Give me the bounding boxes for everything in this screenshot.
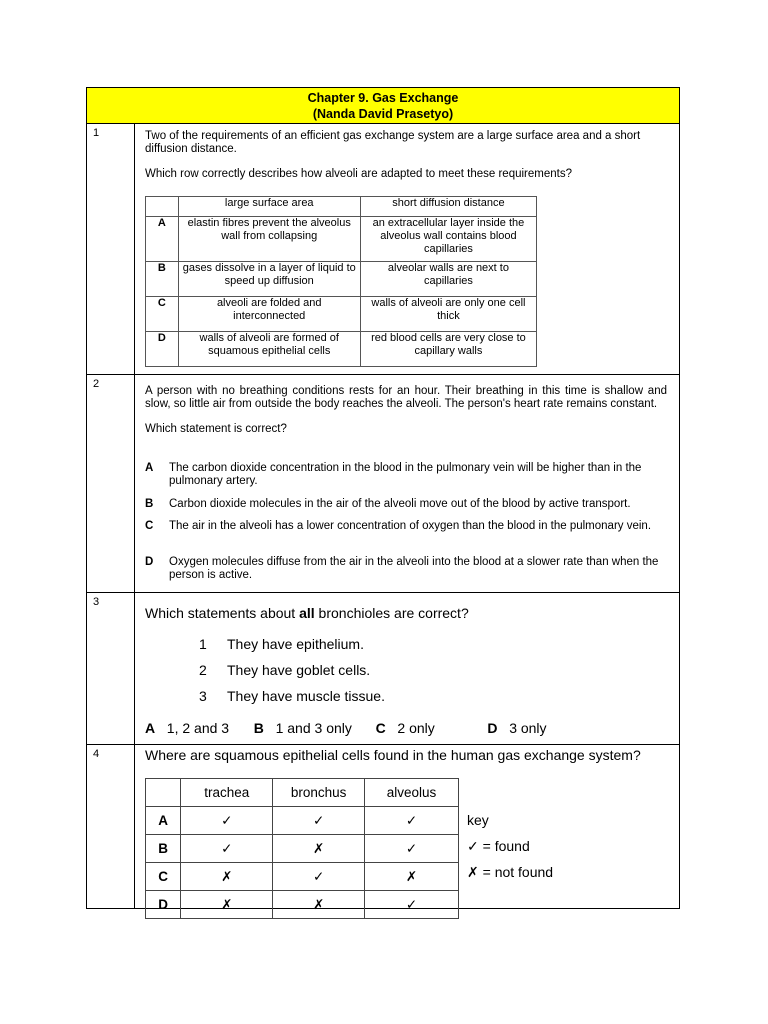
- question-4-table: [145, 778, 459, 919]
- list-item: 3 They have muscle tissue.: [199, 688, 385, 704]
- column-header: large surface area: [178, 197, 360, 217]
- list-item: 1 They have epithelium.: [199, 636, 364, 652]
- question-number-1: 1: [93, 127, 100, 139]
- question-1-prompt: Which row correctly describes how alveoli are adapted to meet these requirements?: [145, 168, 572, 180]
- table-row: A ✓ ✓ ✓: [146, 807, 459, 835]
- table-row: D walls of alveoli are formed of squamous epithelial cells red blood cells are very close to capillary walls: [146, 332, 537, 367]
- column-header: short diffusion distance: [360, 197, 536, 217]
- chapter-header: [87, 88, 679, 124]
- table-row: C ✗ ✓ ✗: [146, 863, 459, 891]
- key-not-found: ✗ = not found: [467, 864, 554, 880]
- key-title: key: [467, 812, 489, 828]
- question-2-stem: [145, 385, 667, 436]
- option-b: B Carbon dioxide molecules in the air of the alveoli move out of the blood by active transport.: [145, 498, 631, 510]
- table-row: A elastin fibres prevent the alveolus wall from collapsing an extracellular layer inside the alveolus wall contains blood capillaries: [146, 217, 537, 262]
- column-header: bronchus: [273, 779, 365, 807]
- key-found: ✓ = found: [467, 838, 530, 854]
- table-row: D ✗ ✗ ✓: [146, 891, 459, 919]
- table-row: B ✓ ✗ ✓: [146, 835, 459, 863]
- question-1-stem: [145, 130, 667, 181]
- column-header: trachea: [181, 779, 273, 807]
- option-c: C The air in the alveoli has a lower concentration of oxygen than the blood in the pulmonary vein.: [145, 520, 652, 532]
- question-number-2: 2: [93, 378, 100, 390]
- question-3-stem: Which statements about all bronchioles are correct?: [145, 605, 469, 621]
- row-divider: [87, 374, 679, 375]
- question-1-text: Two of the requirements of an efficient gas exchange system are a large surface area and a short diffusion distance.: [145, 130, 641, 155]
- question-4-text: Where are squamous epithelial cells found in the human gas exchange system?: [145, 747, 641, 763]
- number-column-divider: [134, 124, 135, 909]
- table-row: B gases dissolve in a layer of liquid to speed up diffusion alveolar walls are next to capillaries: [146, 262, 537, 297]
- option-d: D Oxygen molecules diffuse from the air in the alveoli into the blood at a slower rate than when the person is active.: [145, 556, 659, 581]
- question-number-3: 3: [93, 596, 100, 608]
- list-item: 2 They have goblet cells.: [199, 662, 371, 678]
- question-2-text: A person with no breathing conditions rests for an hour. Their breathing in this time is shallow and slow, so little air from outside the body reaches the alveoli. The person's heart rate remains constant.: [145, 385, 667, 410]
- row-divider: [87, 592, 679, 593]
- question-1-table: [145, 196, 537, 367]
- option-a: A The carbon dioxide concentration in the blood in the pulmonary vein will be higher than in the pulmonary artery.: [145, 462, 642, 487]
- question-number-4: 4: [93, 748, 100, 760]
- table-row: C alveoli are folded and interconnected walls of alveoli are only one cell thick: [146, 297, 537, 332]
- question-3-answers: A 1, 2 and 3 B 1 and 3 only C 2 only D 3 only: [145, 720, 547, 736]
- worksheet: [86, 87, 680, 912]
- chapter-title: Chapter 9. Gas Exchange: [307, 91, 459, 105]
- question-2-prompt: Which statement is correct?: [145, 423, 287, 435]
- row-divider: [87, 744, 679, 745]
- column-header: alveolus: [365, 779, 459, 807]
- author-name: (Nanda David Prasetyo): [312, 107, 454, 121]
